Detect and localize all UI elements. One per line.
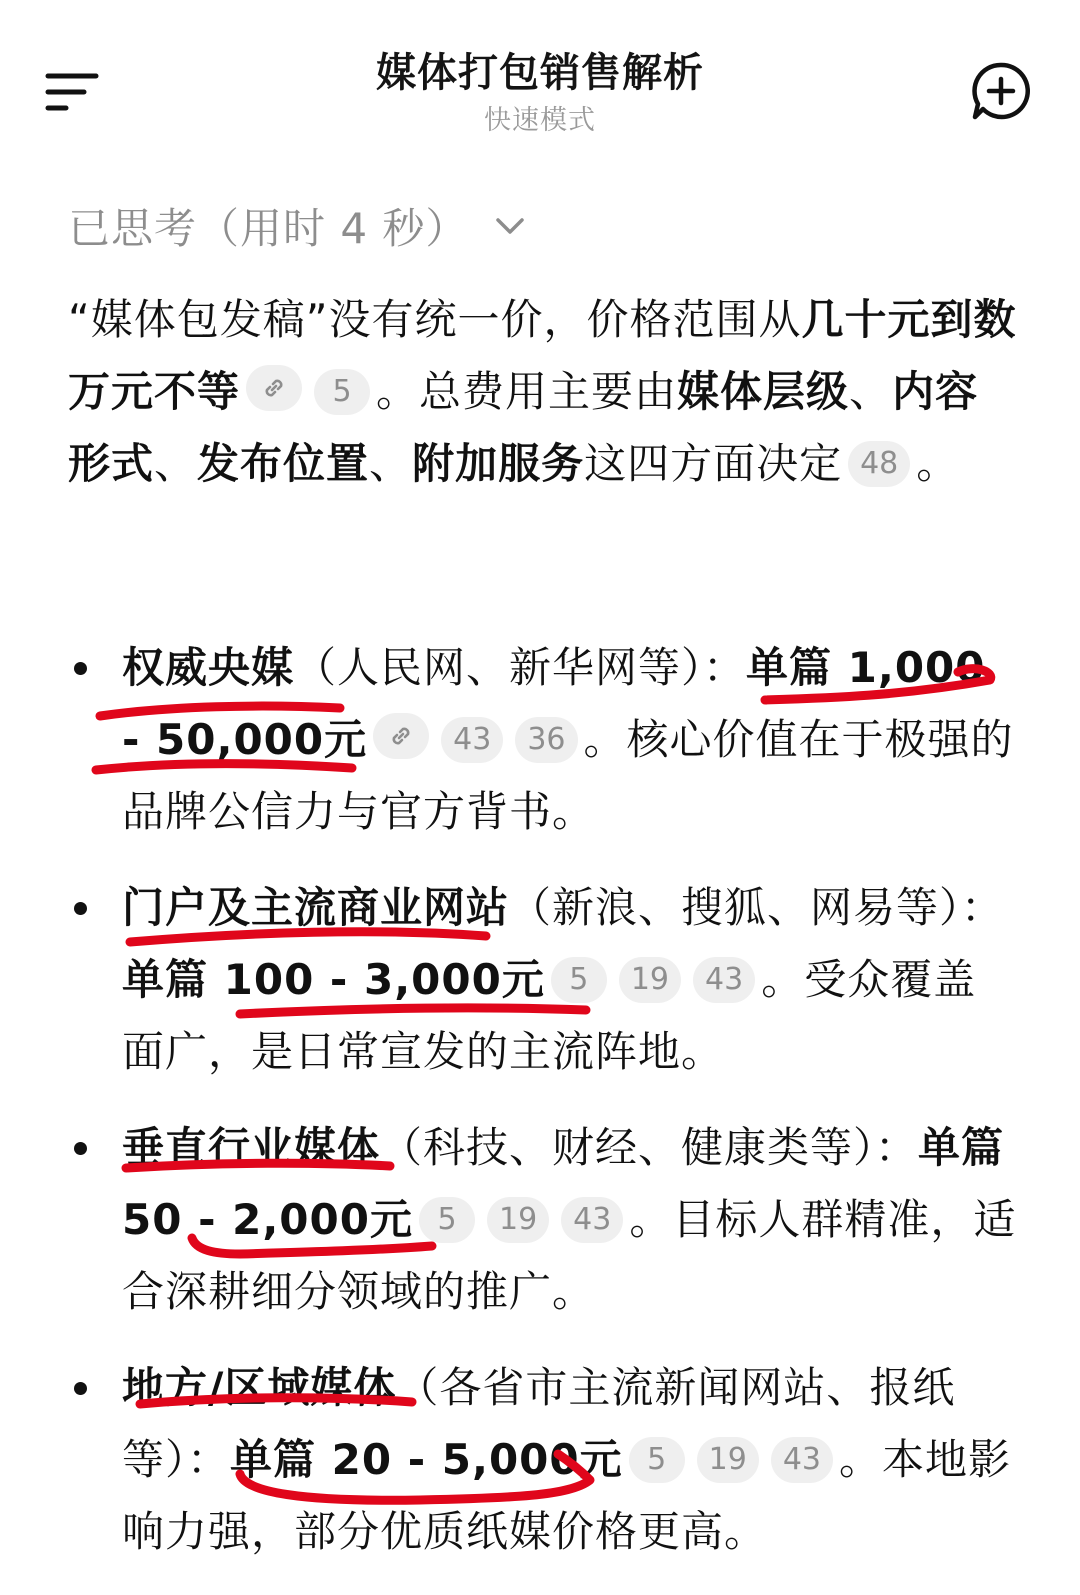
new-chat-icon[interactable] [970,60,1032,122]
intro-paragraph [68,284,1018,500]
intro-text-1: “媒体包发稿”没有统一价，价格范围从 [68,295,802,344]
link-icon [261,375,287,401]
page-title: 媒体打包销售解析 [376,50,704,96]
citation-link-pill[interactable] [246,365,302,411]
citation-pill[interactable]: 43 [693,957,755,1003]
citation-pill[interactable]: 5 [419,1197,475,1243]
citation-pill[interactable]: 43 [441,717,503,763]
intro-bold-factor-2: 内容形式 [68,367,979,488]
intro-sep-1: 、 [849,367,893,416]
bullet-dot [74,662,87,675]
tier-desc: （人民网、新华网等）： [294,643,747,692]
tier-tail: 。受众覆盖面广，是日常宣发的主流阵地。 [122,955,977,1076]
tier-price: 单篇 1,000 - 50,000元 [122,643,986,764]
bullet-dot [74,1142,87,1155]
intro-text-4: 。 [916,439,960,488]
bullet-dot [74,1382,87,1395]
answer-intro [68,284,1018,500]
tier-price: 单篇 100 - 3,000元 [122,955,545,1004]
citation-pill[interactable]: 43 [771,1437,833,1483]
tier-price: 单篇 50 - 2,000元 [122,1123,1005,1244]
intro-bold-price-range: 几十元到数万元不等 [68,295,1017,416]
tier-price: 单篇 20 - 5,000元 [230,1435,623,1484]
mode-subtitle[interactable]: 快速模式 [484,105,596,136]
link-icon [388,723,414,749]
citation-pill[interactable]: 43 [561,1197,623,1243]
media-tier-list [68,632,1018,1592]
intro-bold-factor-1: 媒体层级 [677,367,850,416]
list-item [68,1112,1018,1328]
list-item [68,632,1018,848]
tier-desc: （新浪、搜狐、网易等）： [509,883,1005,932]
intro-bold-factor-4: 附加服务 [412,439,585,488]
citation-pill[interactable]: 19 [619,957,681,1003]
title-block [0,44,1080,140]
intro-bold-factor-3: 发布位置 [197,439,370,488]
tier-name: 门户及主流商业网站 [122,883,510,932]
citation-pill[interactable]: 5 [629,1437,685,1483]
tier-desc: （各省市主流新闻网站、报纸等）： [122,1363,956,1484]
intro-sep-2: 、 [154,439,198,488]
tier-tail: 。核心价值在于极强的品牌公信力与官方背书。 [122,715,1014,836]
tier-name: 地方/区域媒体 [122,1363,397,1412]
tier-desc: （科技、财经、健康类等）： [380,1123,919,1172]
citation-pill[interactable]: 5 [314,369,370,415]
bullet-dot [74,902,87,915]
citation-pill[interactable]: 48 [848,441,910,487]
thinking-toggle[interactable] [68,196,528,256]
citation-pill[interactable]: 19 [697,1437,759,1483]
tier-name: 权威央媒 [122,643,295,692]
list-item [68,1352,1018,1568]
citation-pill[interactable]: 19 [487,1197,549,1243]
citation-pill[interactable]: 5 [551,957,607,1003]
intro-sep-3: 、 [369,439,413,488]
chevron-down-icon [492,208,528,244]
tier-tail: 。目标人群精准，适合深耕细分领域的推广。 [122,1195,1017,1316]
citation-link-pill[interactable] [373,713,429,759]
citation-pill[interactable]: 36 [515,717,577,763]
top-bar [0,0,1080,150]
thinking-label: 已思考（用时 4 秒） [68,204,469,253]
intro-text-2: 。总费用主要由 [376,367,678,416]
tier-tail: 。本地影响力强，部分优质纸媒价格更高。 [122,1435,1012,1556]
list-item [68,872,1018,1088]
tier-name: 垂直行业媒体 [122,1123,381,1172]
intro-text-3: 这四方面决定 [584,439,843,488]
